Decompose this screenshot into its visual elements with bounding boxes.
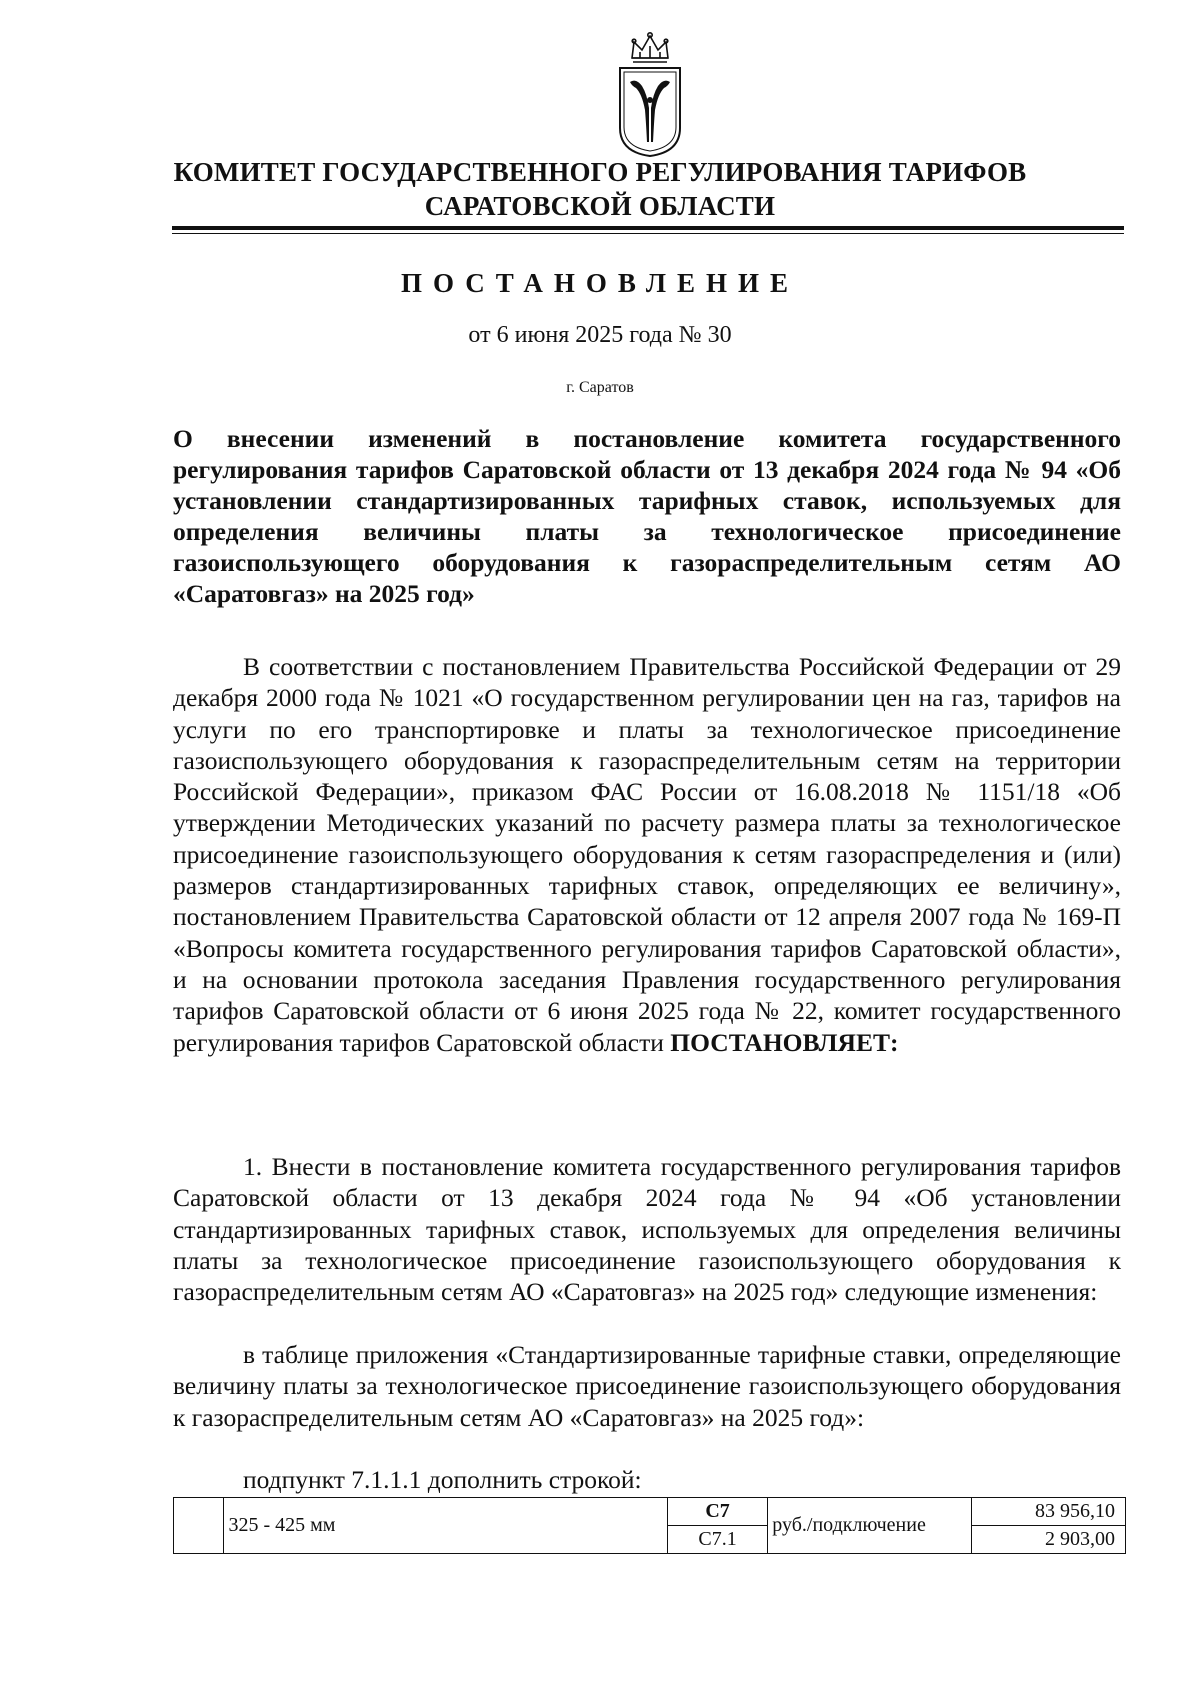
document-type: ПОСТАНОВЛЕНИЕ bbox=[400, 268, 800, 298]
table-row bbox=[174, 1498, 1126, 1526]
table-cell-diameter: 325 - 425 мм bbox=[224, 1498, 668, 1554]
table-cell-value: 83 956,10 bbox=[972, 1498, 1126, 1526]
header-divider-thick bbox=[172, 226, 1124, 230]
table-cell-number bbox=[174, 1498, 224, 1554]
table-cell-value: 2 903,00 bbox=[972, 1526, 1126, 1554]
document-title: О внесении изменений в постановление комитета государственного регулирования тарифов Саратовской области от 13 декабря 2024 года № 94 «Об установлении стандартизированных тарифных ставок, используемых для определения величины платы за технологическое присоединение газоиспользующего оборудования к газораспределительным сетям АО «Саратовгаз» на 2025 год» bbox=[173, 424, 1121, 608]
preamble-text: В соответствии с постановлением Правительства Российской Федерации от 29 декабря 2000 года № 1021 «О государственном регулировании цен на газ, тарифов на услуги по его транспортировке и платы за технологическое присоединение газоиспользующего оборудования к газораспределительным сетям на территории Российской Федерации», приказом ФАС России от 16.08.2018 № 1151/18 «Об утверждении Методических указаний по расчету размера платы за технологическое присоединение газоиспользующего оборудования к сетям газораспределения и (или) размеров стандартизированных тарифных ставок, определяющих ее величину», постановлением Правительства Саратовской области от 12 апреля 2007 года № 169-П «Вопросы комитета государственного регулирования тарифов Саратовской области», и на основании протокола заседания Правления государственного регулирования тарифов Саратовской области от 6 июня 2025 года № 22, комитет государственного регулирования тарифов Саратовской области bbox=[173, 652, 1121, 1057]
decree-word: ПОСТАНОВЛЯЕТ: bbox=[670, 1027, 899, 1057]
table-cell-unit: руб./подключение bbox=[768, 1498, 972, 1554]
table-cell-code: С7.1 bbox=[667, 1526, 767, 1554]
document-place: г. Саратов bbox=[566, 379, 634, 396]
preamble-paragraph bbox=[173, 651, 1121, 1058]
item-1-paragraph: 1. Внести в постановление комитета государственного регулирования тарифов Саратовской области от 13 декабря 2024 года № 94 «Об установлении стандартизированных тарифных ставок, используемых для определения величины платы за технологическое присоединение газоиспользующего оборудования к газораспределительным сетям АО «Саратовгаз» на 2025 год» следующие изменения: bbox=[173, 1152, 1121, 1307]
subitem-paragraph: подпункт 7.1.1.1 дополнить строкой: bbox=[243, 1465, 642, 1494]
document-date-number: от 6 июня 2025 года № 30 bbox=[468, 322, 732, 348]
org-name bbox=[150, 155, 1050, 223]
org-name-line1: КОМИТЕТ ГОСУДАРСТВЕННОГО РЕГУЛИРОВАНИЯ ТАРИФОВ bbox=[173, 157, 1027, 187]
tariff-table bbox=[173, 1497, 1126, 1554]
table-cell-code: С7 bbox=[667, 1498, 767, 1526]
table-reference-paragraph: в таблице приложения «Стандартизированные тарифные ставки, определяющие величину платы за технологическое присоединение газоиспользующего оборудования к газораспределительным сетям АО «Саратовгаз» на 2025 год»: bbox=[173, 1340, 1121, 1432]
header-divider-thin bbox=[172, 233, 1124, 234]
coat-of-arms-icon bbox=[612, 28, 688, 158]
org-name-line2: САРАТОВСКОЙ ОБЛАСТИ bbox=[424, 191, 776, 221]
